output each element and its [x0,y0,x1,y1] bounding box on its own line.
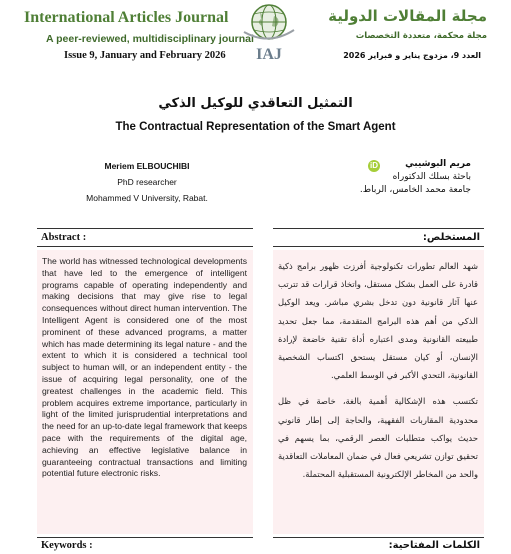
abstract-label-en: Abstract : [41,232,87,243]
orcid-icon[interactable]: iD [370,161,378,170]
journal-issue-en: Issue 9, January and February 2026 [64,50,226,61]
journal-issue-ar: العدد 9، مزدوج يناير و فبراير 2026 [343,51,481,60]
divider [37,246,253,247]
article-title-en: The Contractual Representation of the Smart Agent [115,121,396,133]
keywords-label-ar: الكلمات المفتاحية: [388,540,480,551]
divider [273,537,484,538]
article-title-ar: التمثيل التعاقدي للوكيل الذكي [158,96,353,111]
journal-subtitle-ar: مجلة محكمة، متعددة التخصصات [355,31,487,41]
divider [37,228,253,229]
journal-logo [240,2,298,64]
svg-text:IAJ: IAJ [256,46,282,63]
journal-title-en: International Articles Journal [24,9,229,26]
globe-logo-icon [240,2,298,64]
abstract-label-ar: المستخلص: [422,232,480,243]
abstract-paragraph-ar-2: تكتسب هذه الإشكالية أهمية بالغة، خاصة في ظل محدودية المقاربات الفقهية، والحاجة إلى إطار قانوني حديث يواكب متطلبات العصر الرقمي، بما يسهم في تحقيق توازن تشريعي فعال في ضمان المعاملات التعاقدية والحد من المخاطر الإلكترونية المستقبلية المحتملة. [278,396,478,480]
author-name-ar: مريم البوشيبي [405,159,471,169]
abstract-text-en: The world has witnessed technological developments that have led to the emergence of intelligent programs capable of operating independently and making decisions that may give rise to legal consequences without direct human intervention. The Intelligent Agent is considered one of the most prominent of these advanced programs, a matter which has made determining its legal nature - and the extent to which it is considered a technical tool subject to human will, or an independent entity - the issue of acquiring legal personality, one of the greatest challenges in the academic field. This problem acquires extreme importance, particularly in light of the limited jurisprudential interpretations and the need for an up-to-date legal framework that keeps pace with the requirements of the digital age, achieving an effective legislative balance in guaranteeing contractual transactions and limiting potential future electronic risks. [42,256,247,479]
author-block-ar [360,158,471,197]
keywords-label-en: Keywords : [41,540,93,551]
author-name-en: Meriem ELBOUCHIBI [104,161,190,171]
divider [273,246,484,247]
author-affiliation-ar: جامعة محمد الخامس، الرباط. [359,185,471,195]
journal-subtitle-en: A peer-reviewed, multidisciplinary journal [46,33,254,45]
author-role-en: PhD researcher [117,177,177,187]
divider [273,228,484,229]
journal-title-ar: مجلة المقالات الدولية [328,7,487,25]
author-role-ar: باحثة بسلك الدكتوراه [392,172,471,182]
author-block-en [62,158,232,206]
author-affiliation-en: Mohammed V University, Rabat. [86,193,208,203]
divider [37,537,253,538]
abstract-text-ar [278,257,478,483]
abstract-paragraph-ar-1: شهد العالم تطورات تكنولوجية أفرزت ظهور برامج ذكية قادرة على العمل بشكل مستقل، واتخاذ قرارات قد تترتب عنها آثار قانونية دون تدخل بشري مباشر. ويعد الوكيل الذكي من أهم هذه البرامج المتقدمة، مما جعل تحديد طبيعته القانونية ومدى اعتباره أداة تقنية خاضعة لإرادة الإنسان، أو كيان مستقل يستحق اكتساب الشخصية القانونية، التحدي الأكبر في الوسط العلمي. [278,261,478,381]
